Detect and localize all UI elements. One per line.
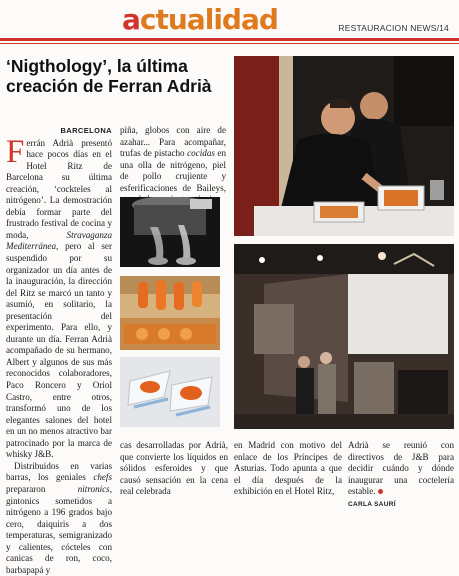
col1-text-b: , pero al ser suspendido por su organizador un día antes de la inauguración, la dirección del Ritz se marcó un tanto y asumió, en solitario, la presentación del experimento. Para ello, y durante un día. Ferran Adrià acompañado de su hermano, Albert y algunos de sus más reconocidos colaboradores, Paco Roncero y Oriol Castro, entre otros, transformó uno de los elegantes salones del hotel en un no menos atractivo bar patrocinado por la marca de whisky J&B. (6, 241, 112, 460)
issue-label: RESTAURACION NEWS/14 (338, 23, 449, 33)
masthead-rule (0, 38, 459, 41)
article-column-1 (6, 125, 112, 576)
end-mark-icon (378, 489, 383, 494)
col2-text-em: cocidas (187, 148, 215, 159)
article-bottom-col-1: cas desarrolladas por Adrià, que convierte los líquidos en sólidos esferoides y que causó sensación en la cena real celebrada (120, 440, 228, 497)
col1-p2-b: prepararon (6, 483, 78, 494)
closing-text: Adrià se reunió con directivos de J&B para decidir cuándo y dónde inaugurar una coctelería estable. (348, 440, 454, 497)
section-title: actualidad (122, 3, 278, 36)
article-column-2 (120, 125, 226, 206)
col1-p2-a: Distribuidos en varias barras, los geniales (6, 460, 112, 483)
nitrogen-vessels-photo (120, 197, 220, 267)
col2-text-b: en una olla de nitrógeno, piel de pollo crujiente y esferificaciones de Baileys, (120, 148, 226, 193)
masthead-rule-thin (0, 43, 459, 44)
col1-p2-em2: nitronics (77, 483, 110, 494)
article-headline: ‘Nigthology’, la última creación de Ferran Adrià (6, 56, 212, 96)
col1-p2-c: , gintonics sometidos a nitrógeno a 196 grados bajo cero, daiquiris a dos temperaturas, semigranizado y calientes, cócteles con canicas de ron, coco, barbapapá y (6, 483, 112, 575)
dateline: BARCELONA (60, 126, 112, 135)
plated-spheres-photo (120, 357, 220, 427)
cocktail-spheres-photo (120, 276, 220, 350)
col1-text-a: errán Adrià presentó hace pocos días en el Hotel Ritz de Barcelona su última creación, ‘cockteles al nitrógeno’. La demostración debía formar parte del frustrado festival de cocina y moda, (6, 137, 112, 240)
col1-p2-em1: chefs (93, 472, 112, 483)
col2-text-a: piña, globos con aire de azahar... Para acompañar, trufas de pistacho (120, 125, 226, 159)
chefs-preparing-photo (234, 56, 454, 236)
masthead (0, 0, 459, 44)
event-hall-photo (234, 244, 454, 429)
col1-text-em: Stravaganza Mediterránea (6, 229, 112, 252)
section-title-rest: ctualidad (139, 3, 278, 36)
article-bottom-col-2: en Madrid con motivo del enlace de los Príncipes de Asturias. Todo apunta a que el día después de la exhibición en el Hotel Ritz, (234, 440, 342, 497)
byline: CARLA SAURÍ (348, 500, 396, 508)
drop-cap: F (6, 133, 25, 170)
